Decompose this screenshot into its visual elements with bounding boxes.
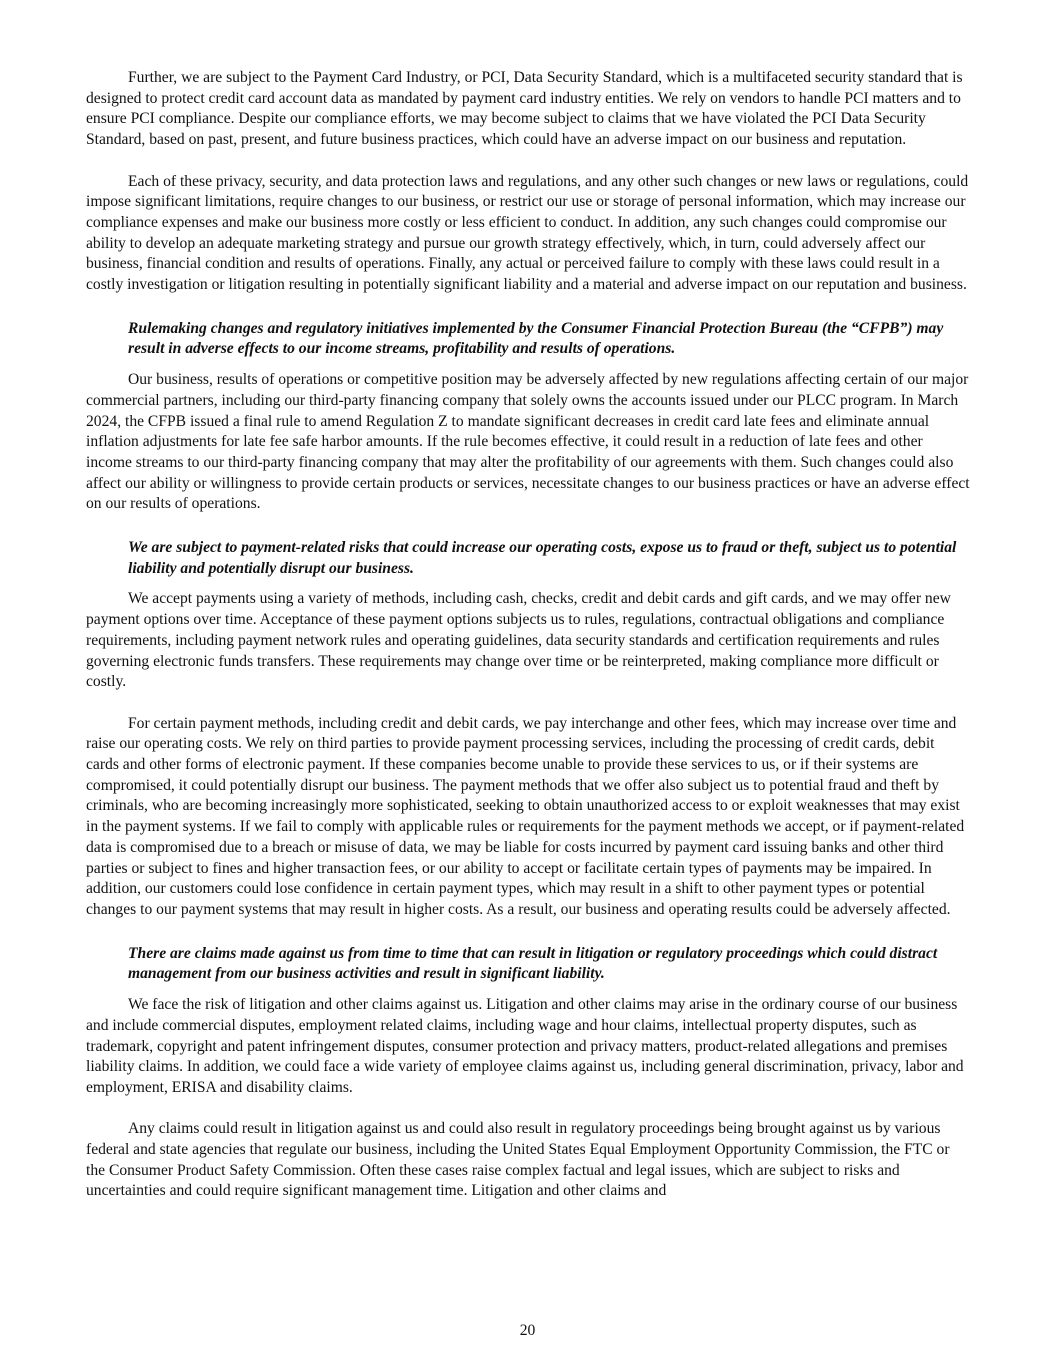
paragraph-payment-fees: For certain payment methods, including credit and debit cards, we pay interchange and other fees, which may increase over time and raise our operating costs. We rely on third parties to provide payment processing services, including the processing of credit cards, debit cards and other forms of electronic payment. If these companies become unable to provide these services to us, or if their systems are compromised, it could potentially disrupt our business. The payment methods that we offer also subject us to potential fraud and theft by criminals, who are becoming increasingly more sophisticated, seeking to obtain unauthorized access to or exploit weaknesses that may exist in the payment systems. If we fail to comply with applicable rules or requirements for the payment methods we accept, or if payment-related data is compromised due to a breach or misuse of data, we may be liable for costs incurred by payment card issuing banks and other third parties or subject to fines and higher transaction fees, or our ability to accept or facilitate certain types of payments may be impaired. In addition, our customers could lose confidence in certain payment types, which may result in a shift to other payment types or potential changes to our payment systems that may result in higher costs. As a result, our business and operating results could be adversely affected. <box>86 714 965 918</box>
paragraph-payment-methods: We accept payments using a variety of methods, including cash, checks, credit and debit cards and gift cards, and we may offer new payment options over time. Acceptance of these payment options subjects us to rules, regulations, contractual obligations and compliance requirements, including payment network rules and operating guidelines, data security standards and certification requirements and rules governing electronic funds transfers. These requirements may change over time or be reinterpreted, making compliance more difficult or costly. <box>86 590 951 691</box>
paragraph-cfpb: Our business, results of operations or competitive position may be adversely affected by new regulations affecting certain of our major commercial partners, including our third-party financing company that solely owns the accounts issued under our PLCC program. In March 2024, the CFPB issued a final rule to amend Regulation Z to mandate significant decreases in credit card late fees and eliminate annual inflation adjustments for late fee safe harbor amounts. If the rule becomes effective, it could result in a reduction of late fees and other income streams to our third-party financing company that may alter the profitability of our agreements with them. Such changes could also affect our ability or willingness to provide certain products or services, necessitate changes to our business practices or have an adverse effect on our results of operations. <box>86 371 970 513</box>
section-heading-cfpb: Rulemaking changes and regulatory initiatives implemented by the Consumer Financial Protection Bureau (the “CFPB”) may result in adverse effects to our income streams, profitability and results of operations. <box>128 319 944 358</box>
page-number: 20 <box>519 1322 536 1339</box>
paragraph-litigation-risk: We face the risk of litigation and other claims against us. Litigation and other claims may arise in the ordinary course of our business and include commercial disputes, employment related claims, including wage and hour claims, intellectual property disputes, such as trademark, copyright and patent infringement disputes, consumer protection and privacy matters, product-related allegations and premises liability claims. In addition, we could face a wide variety of employee claims against us, including general discrimination, privacy, labor and employment, ERISA and disability claims. <box>86 996 964 1096</box>
section-heading-payment-risks: We are subject to payment-related risks that could increase our operating costs, expose us to fraud or theft, subject us to potential liability and potentially disrupt our business. <box>128 539 957 577</box>
section-heading-claims: There are claims made against us from time to time that can result in litigation or regulatory proceedings which could distract management from our business activities and result in significant liability. <box>128 944 938 983</box>
paragraph-regulatory-proceedings: Any claims could result in litigation against us and could also result in regulatory proceedings being brought against us by various federal and state agencies that regulate our business, including the United States Equal Employment Opportunity Commission, the FTC or the Consumer Product Safety Commission. Often these cases raise complex factual and legal issues, which are subject to risks and uncertainties and could require significant management time. Litigation and other claims and <box>86 1120 950 1200</box>
document-page <box>86 68 970 1202</box>
paragraph-pci: Further, we are subject to the Payment Card Industry, or PCI, Data Security Standard, which is a multifaceted security standard that is designed to protect credit card account data as mandated by payment card industry entities. We rely on vendors to handle PCI matters and to ensure PCI compliance. Despite our compliance efforts, we may become subject to claims that we have violated the PCI Data Security Standard, based on past, present, and future business practices, which could have an adverse impact on our business and reputation. <box>86 69 963 149</box>
paragraph-privacy-laws: Each of these privacy, security, and data protection laws and regulations, and any other such changes or new laws or regulations, could impose significant limitations, require changes to our business, or restrict our use or storage of personal information, which may increase our compliance expenses and make our business more costly or less efficient to conduct. In addition, any such changes could compromise our ability to develop an adequate marketing strategy and pursue our growth strategy effectively, which, in turn, could adversely affect our business, financial condition and results of operations. Finally, any actual or perceived failure to comply with these laws could result in a costly investigation or litigation resulting in potentially significant liability and a material and adverse impact on our reputation and business. <box>86 172 969 294</box>
